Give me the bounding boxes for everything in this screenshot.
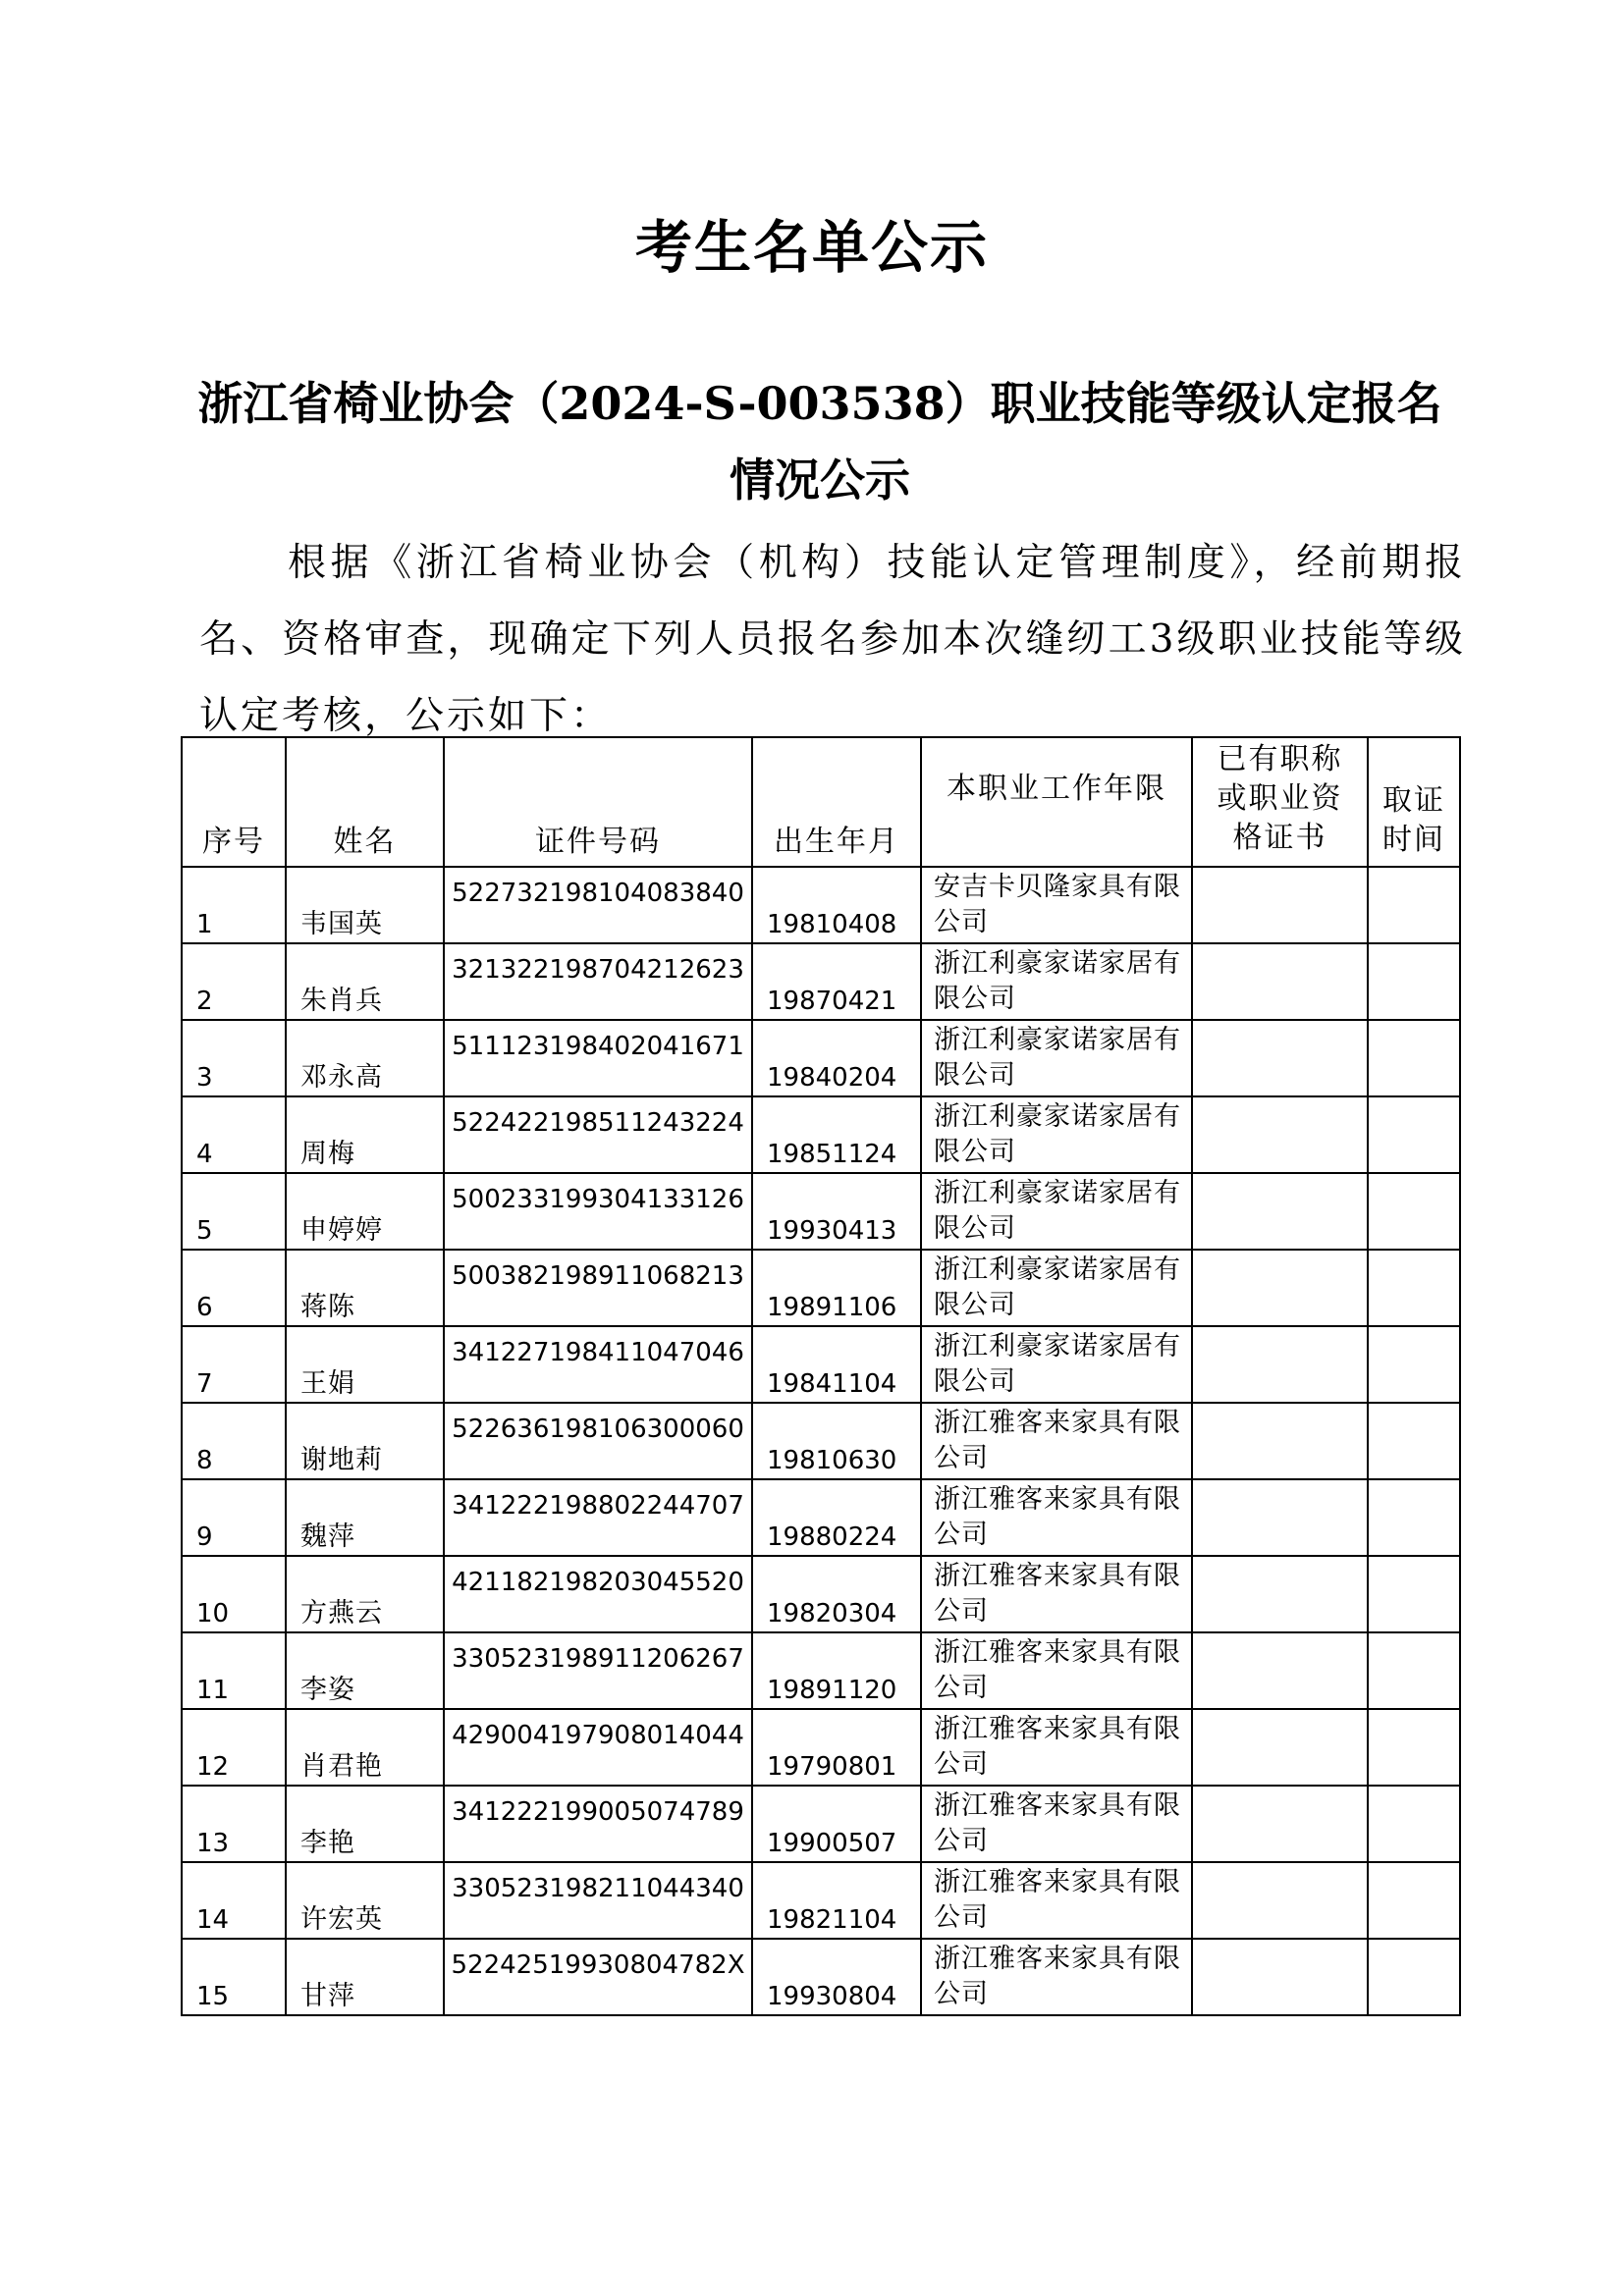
header-certificate: 已有职称 或职业资 格证书 [1192, 737, 1368, 867]
cell-seq: 7 [182, 1326, 286, 1403]
cell-birth: 19930804 [752, 1939, 921, 2015]
table-body [182, 867, 1460, 2015]
cell-cert-time [1368, 1939, 1460, 2015]
table-row [182, 1020, 1460, 1096]
cell-work-unit: 浙江雅客来家具有限公司 [921, 1479, 1192, 1556]
table-row [182, 1939, 1460, 2015]
cell-cert-time [1368, 1479, 1460, 1556]
cell-cert-time [1368, 1403, 1460, 1479]
cell-birth: 19891106 [752, 1250, 921, 1326]
cell-name: 方燕云 [286, 1556, 444, 1632]
cell-birth: 19810630 [752, 1403, 921, 1479]
cell-seq: 10 [182, 1556, 286, 1632]
table-row [182, 1862, 1460, 1939]
cell-certificate [1192, 1403, 1368, 1479]
cell-certificate [1192, 1786, 1368, 1862]
cell-cert-time [1368, 1020, 1460, 1096]
header-id: 证件号码 [444, 737, 752, 867]
cell-certificate [1192, 1709, 1368, 1786]
cell-birth: 19841104 [752, 1326, 921, 1403]
cell-birth: 19891120 [752, 1632, 921, 1709]
cell-id-number: 330523198911206267 [444, 1632, 752, 1709]
cell-name: 蒋陈 [286, 1250, 444, 1326]
cell-name: 甘萍 [286, 1939, 444, 2015]
cell-certificate [1192, 1020, 1368, 1096]
table-row [182, 1556, 1460, 1632]
cell-seq: 13 [182, 1786, 286, 1862]
cell-birth: 19930413 [752, 1173, 921, 1250]
cell-cert-time [1368, 943, 1460, 1020]
cell-id-number: 52242519930804782X [444, 1939, 752, 2015]
candidate-table [181, 736, 1461, 2016]
cell-birth: 19810408 [752, 867, 921, 943]
cell-seq: 4 [182, 1096, 286, 1173]
cell-work-unit: 安吉卡贝隆家具有限公司 [921, 867, 1192, 943]
cell-birth: 19900507 [752, 1786, 921, 1862]
cell-id-number: 429004197908014044 [444, 1709, 752, 1786]
table-row [182, 943, 1460, 1020]
cell-cert-time [1368, 1709, 1460, 1786]
cell-certificate [1192, 1173, 1368, 1250]
cell-cert-time [1368, 1326, 1460, 1403]
cell-certificate [1192, 867, 1368, 943]
cell-certificate [1192, 1556, 1368, 1632]
cell-work-unit: 浙江雅客来家具有限公司 [921, 1556, 1192, 1632]
cell-work-unit: 浙江利豪家诺家居有限公司 [921, 1020, 1192, 1096]
table-row [182, 1479, 1460, 1556]
cell-seq: 8 [182, 1403, 286, 1479]
cell-seq: 2 [182, 943, 286, 1020]
cell-birth: 19821104 [752, 1862, 921, 1939]
cell-cert-time [1368, 1096, 1460, 1173]
cell-id-number: 341227198411047046 [444, 1326, 752, 1403]
cell-cert-time [1368, 1862, 1460, 1939]
table-row [182, 1709, 1460, 1786]
cell-work-unit: 浙江利豪家诺家居有限公司 [921, 943, 1192, 1020]
cell-name: 申婷婷 [286, 1173, 444, 1250]
cell-certificate [1192, 1096, 1368, 1173]
table-row [182, 1173, 1460, 1250]
cell-name: 肖君艳 [286, 1709, 444, 1786]
table-row [182, 1786, 1460, 1862]
cell-name: 周梅 [286, 1096, 444, 1173]
cell-cert-time [1368, 1173, 1460, 1250]
cell-cert-time [1368, 1556, 1460, 1632]
cell-certificate [1192, 1939, 1368, 2015]
cell-cert-time [1368, 1786, 1460, 1862]
cell-id-number: 500233199304133126 [444, 1173, 752, 1250]
cell-seq: 3 [182, 1020, 286, 1096]
page-title: 考生名单公示 [634, 214, 989, 281]
cell-id-number: 500382198911068213 [444, 1250, 752, 1326]
cell-work-unit: 浙江雅客来家具有限公司 [921, 1862, 1192, 1939]
cell-cert-time [1368, 1632, 1460, 1709]
header-birth: 出生年月 [752, 737, 921, 867]
cell-work-unit: 浙江雅客来家具有限公司 [921, 1939, 1192, 2015]
cell-id-number: 511123198402041671 [444, 1020, 752, 1096]
cell-id-number: 421182198203045520 [444, 1556, 752, 1632]
cell-id-number: 341222198802244707 [444, 1479, 752, 1556]
cell-work-unit: 浙江雅客来家具有限公司 [921, 1709, 1192, 1786]
cell-seq: 6 [182, 1250, 286, 1326]
cell-certificate [1192, 1250, 1368, 1326]
cell-name: 许宏英 [286, 1862, 444, 1939]
cell-cert-time [1368, 867, 1460, 943]
cell-work-unit: 浙江雅客来家具有限公司 [921, 1632, 1192, 1709]
cell-work-unit: 浙江雅客来家具有限公司 [921, 1403, 1192, 1479]
cell-seq: 12 [182, 1709, 286, 1786]
table-row [182, 1632, 1460, 1709]
cell-name: 朱肖兵 [286, 943, 444, 1020]
cell-id-number: 321322198704212623 [444, 943, 752, 1020]
cell-seq: 14 [182, 1862, 286, 1939]
cell-id-number: 341222199005074789 [444, 1786, 752, 1862]
cell-id-number: 522636198106300060 [444, 1403, 752, 1479]
cell-birth: 19880224 [752, 1479, 921, 1556]
table-header-row [182, 737, 1460, 867]
cell-id-number: 330523198211044340 [444, 1862, 752, 1939]
cell-birth: 19820304 [752, 1556, 921, 1632]
cell-certificate [1192, 1326, 1368, 1403]
notice-subtitle: 浙江省椅业协会（2024-S-003538）职业技能等级认定报名情况公示 [197, 377, 1442, 507]
table-row [182, 1403, 1460, 1479]
table-row [182, 1250, 1460, 1326]
cell-name: 魏萍 [286, 1479, 444, 1556]
cell-seq: 15 [182, 1939, 286, 2015]
cell-name: 韦国英 [286, 867, 444, 943]
intro-paragraph: 根据《浙江省椅业协会（机构）技能认定管理制度》，经前期报名、资格审查，现确定下列人员报名参加本次缝纫工3级职业技能等级认定考核，公示如下： [199, 541, 1466, 738]
cell-work-unit: 浙江利豪家诺家居有限公司 [921, 1096, 1192, 1173]
cell-birth: 19870421 [752, 943, 921, 1020]
cell-certificate [1192, 943, 1368, 1020]
cell-id-number: 522422198511243224 [444, 1096, 752, 1173]
cell-cert-time [1368, 1250, 1460, 1326]
cell-certificate [1192, 1862, 1368, 1939]
cell-name: 谢地莉 [286, 1403, 444, 1479]
table-row [182, 867, 1460, 943]
cell-birth: 19851124 [752, 1096, 921, 1173]
cell-birth: 19790801 [752, 1709, 921, 1786]
header-name: 姓名 [286, 737, 444, 867]
cell-seq: 9 [182, 1479, 286, 1556]
cell-name: 邓永高 [286, 1020, 444, 1096]
cell-birth: 19840204 [752, 1020, 921, 1096]
cell-seq: 5 [182, 1173, 286, 1250]
cell-id-number: 522732198104083840 [444, 867, 752, 943]
header-cert-time: 取证 时间 [1368, 737, 1460, 867]
cell-certificate [1192, 1479, 1368, 1556]
cell-work-unit: 浙江雅客来家具有限公司 [921, 1786, 1192, 1862]
cell-seq: 1 [182, 867, 286, 943]
header-seq: 序号 [182, 737, 286, 867]
cell-name: 李姿 [286, 1632, 444, 1709]
cell-work-unit: 浙江利豪家诺家居有限公司 [921, 1326, 1192, 1403]
table-row [182, 1326, 1460, 1403]
cell-name: 王娟 [286, 1326, 444, 1403]
cell-name: 李艳 [286, 1786, 444, 1862]
table-row [182, 1096, 1460, 1173]
cell-work-unit: 浙江利豪家诺家居有限公司 [921, 1250, 1192, 1326]
cell-work-unit: 浙江利豪家诺家居有限公司 [921, 1173, 1192, 1250]
cell-seq: 11 [182, 1632, 286, 1709]
cell-certificate [1192, 1632, 1368, 1709]
header-work-years: 本职业工作年限 [921, 737, 1192, 867]
